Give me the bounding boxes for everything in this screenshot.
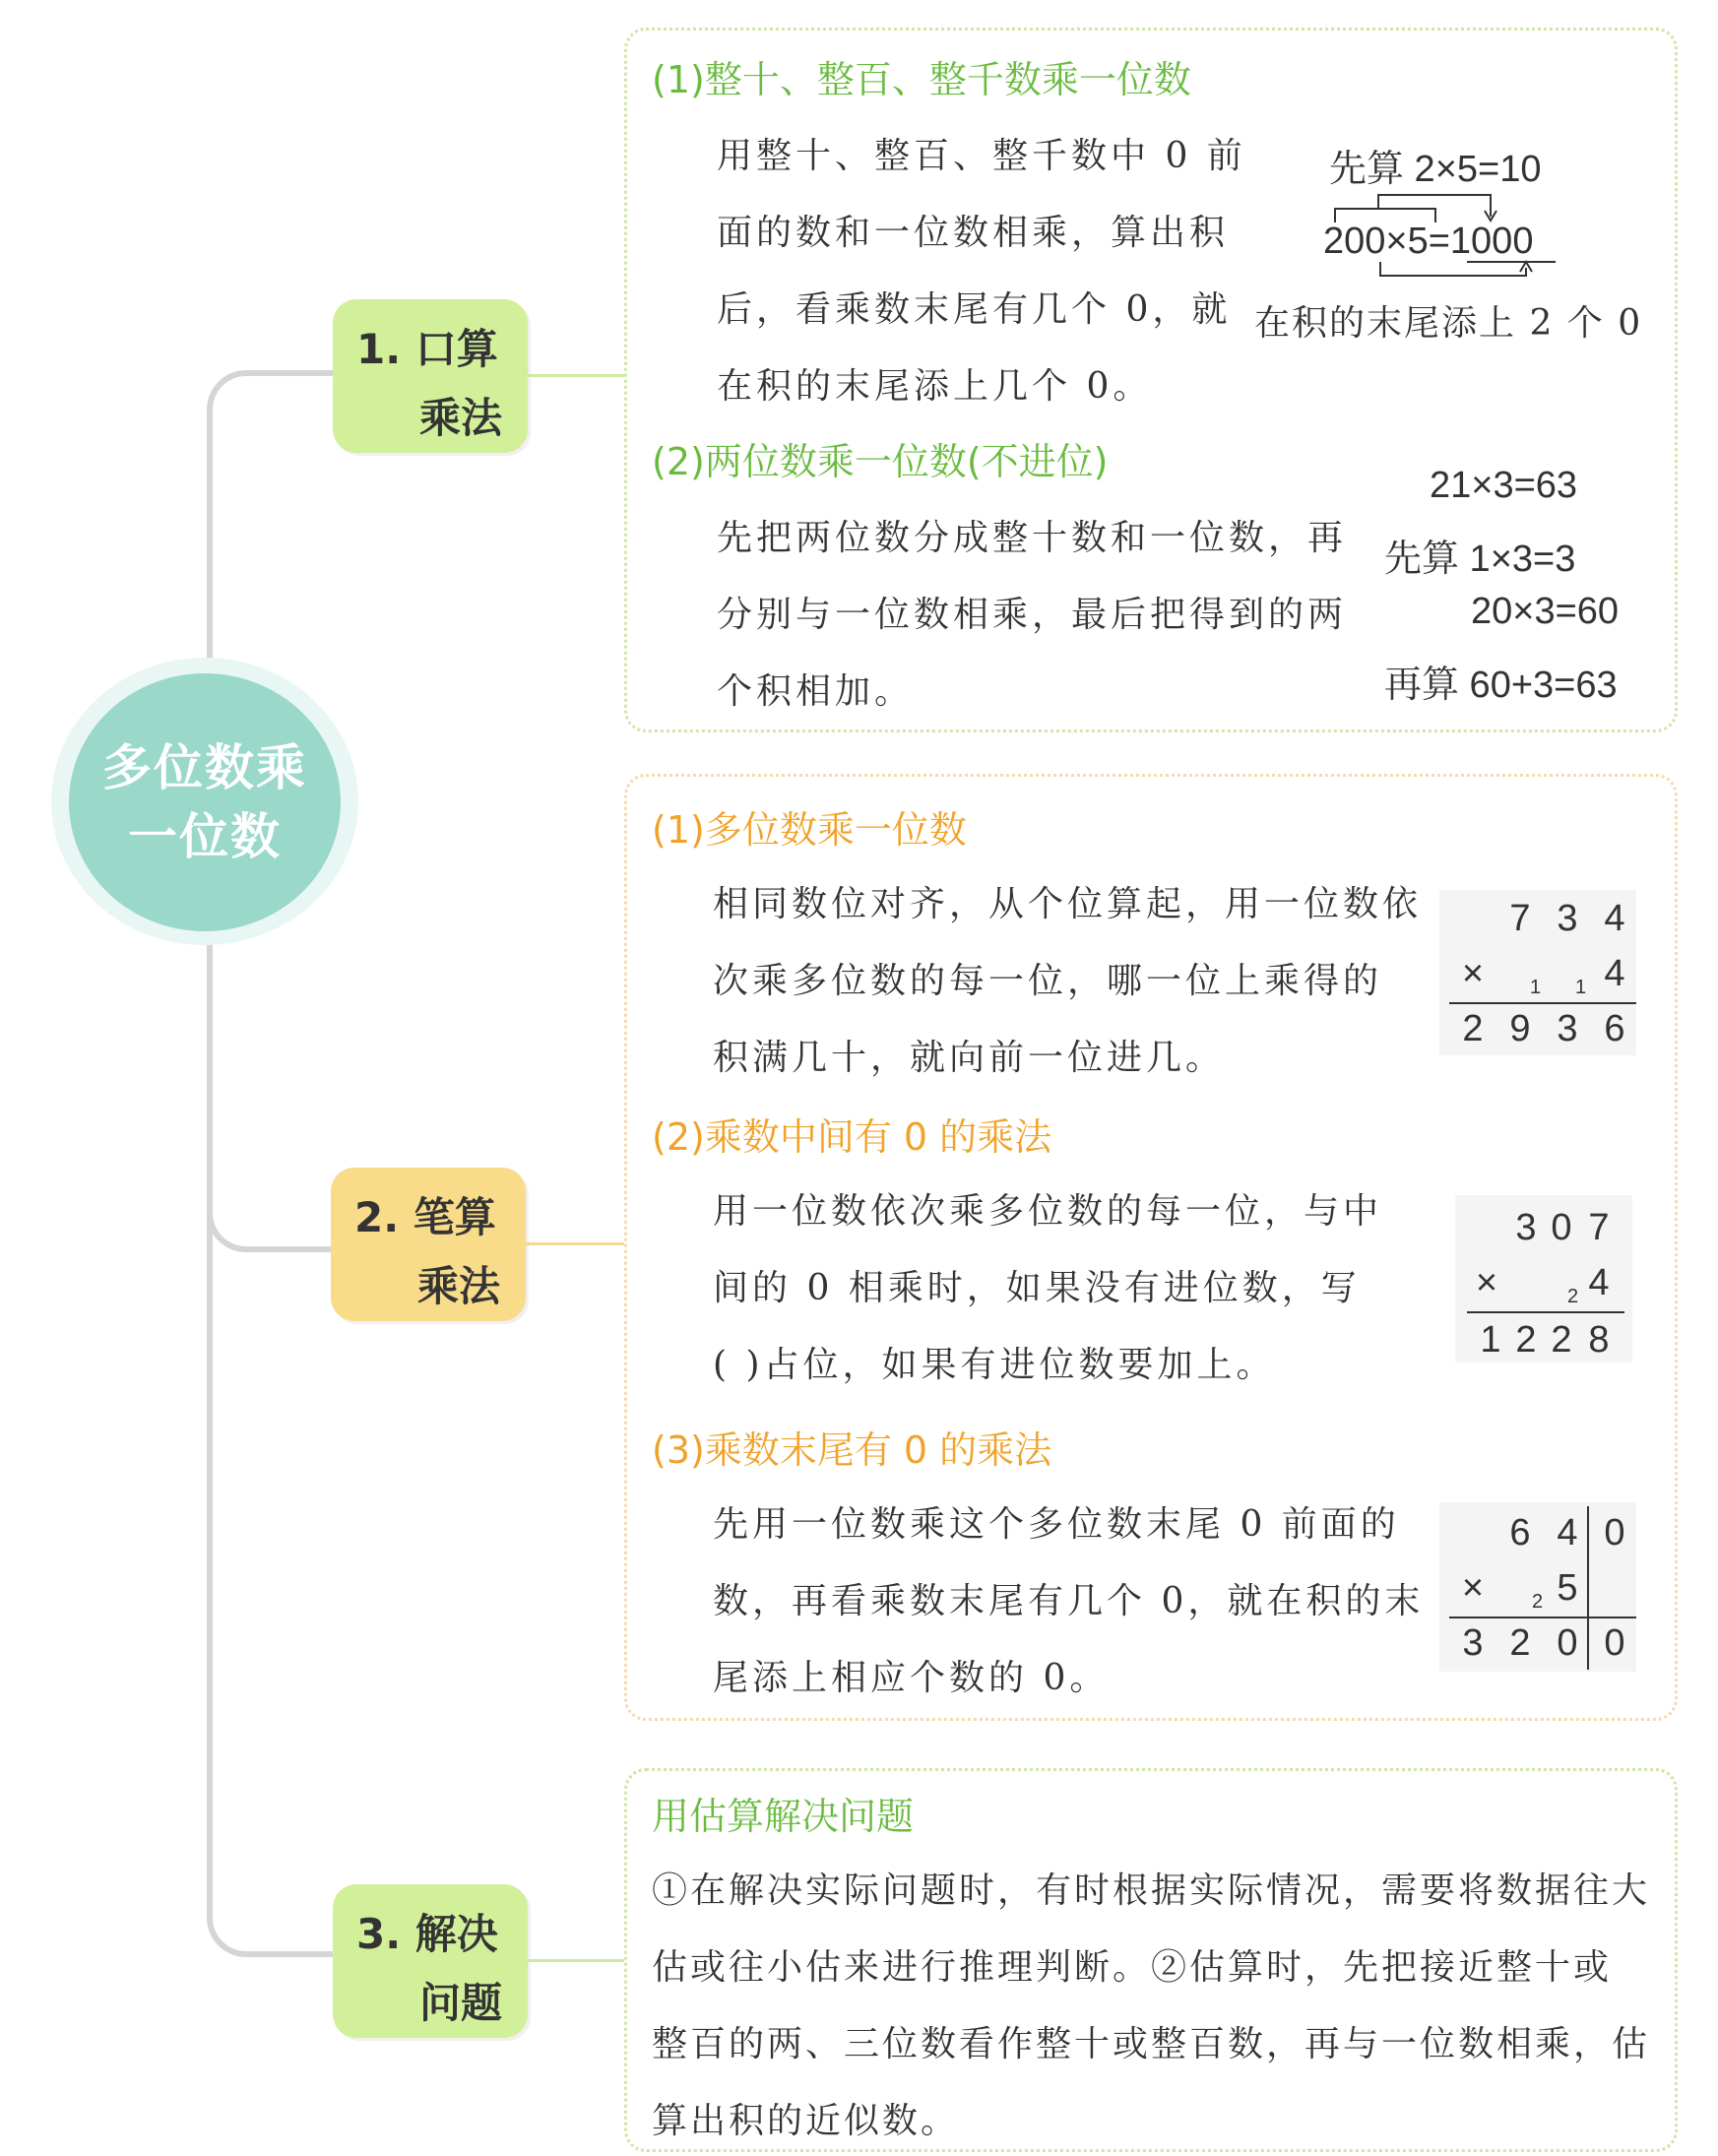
ws2-line3: ( )占位，如果有进位数要加上。 — [713, 1345, 1276, 1385]
sub2-example-4: 再算 60+3=63 — [1384, 665, 1618, 706]
calc2-result-1: 1 — [1480, 1319, 1501, 1361]
node2-connector — [526, 1242, 624, 1245]
ws1-line1: 相同数位对齐，从个位算起，用一位数依 — [713, 884, 1423, 924]
calc1-carry-1: 1 — [1530, 977, 1542, 998]
calc2-result-4: 8 — [1588, 1319, 1610, 1361]
node1-connector — [528, 374, 626, 377]
calc3-rule — [1449, 1617, 1636, 1618]
est-line3: 整百的两、三位数看作整十或整百数，再与一位数相乘，估 — [652, 2024, 1651, 2064]
sub2-line2: 分别与一位数相乘，最后把得到的两 — [717, 595, 1348, 635]
sub1-example-top: 先算 2×5=10 — [1329, 149, 1542, 190]
calc2-top-digit-3: 7 — [1588, 1207, 1610, 1248]
sub1-example-bottom: 在积的末尾添上 2 个 0 — [1254, 303, 1643, 344]
calc3-result-2: 2 — [1509, 1622, 1531, 1664]
node1-label-1: 1. 口算 — [356, 325, 498, 373]
calc3-top-digit-2: 4 — [1557, 1512, 1578, 1554]
calc1-carry-2: 1 — [1575, 977, 1587, 998]
calc1-top-digit-2: 3 — [1557, 898, 1578, 939]
node3-label-2: 问题 — [419, 1979, 503, 2027]
ws3-line2: 数，再看乘数末尾有几个 0，就在积的末 — [713, 1581, 1425, 1621]
ws1-line2: 次乘多位数的每一位，哪一位上乘得的 — [713, 961, 1383, 1001]
calc2-carry: 2 — [1567, 1286, 1579, 1307]
calc3-zero-divider — [1587, 1506, 1589, 1670]
sub2-example-2: 先算 1×3=3 — [1384, 539, 1576, 580]
calc2-multiplier: 4 — [1588, 1262, 1610, 1303]
calc2-result-2: 2 — [1515, 1319, 1537, 1361]
calc3-result-3: 0 — [1557, 1622, 1578, 1664]
calc2-top-digit-1: 3 — [1515, 1207, 1537, 1248]
calc1-multiplier: 4 — [1604, 953, 1625, 994]
trunk-to-node3 — [207, 943, 341, 1957]
ws2-line2: 间的 0 相乘时，如果没有进位数，写 — [713, 1268, 1361, 1308]
node2-label-2: 乘法 — [417, 1262, 501, 1310]
calc1-result-1: 2 — [1462, 1008, 1484, 1049]
calc2-top-digit-2: 0 — [1551, 1207, 1572, 1248]
calc3-carry: 2 — [1532, 1591, 1544, 1613]
calc1-top-digit-3: 4 — [1604, 898, 1625, 939]
calc3-multiplier: 5 — [1557, 1567, 1578, 1609]
sub2-line1: 先把两位数分成整十数和一位数，再 — [717, 518, 1348, 558]
calc2-result-3: 2 — [1551, 1319, 1572, 1361]
node-written-multiplication — [331, 1168, 526, 1321]
sub1-line1: 用整十、整百、整千数中 0 前 — [717, 136, 1246, 176]
ws1-title: (1)多位数乘一位数 — [652, 808, 967, 852]
ws1-line3: 积满几十，就向前一位进几。 — [713, 1038, 1226, 1078]
sub1-line2: 面的数和一位数相乘，算出积 — [717, 213, 1230, 253]
est-line2: 估或往小估来进行推理判断。②估算时，先把接近整十或 — [652, 1947, 1613, 1988]
sub1-example-expr: 200×5=1000 — [1323, 221, 1534, 262]
node2-label-1: 2. 笔算 — [354, 1193, 496, 1241]
calc3-top-digit-1: 6 — [1509, 1512, 1531, 1554]
sub2-line3: 个积相加。 — [717, 671, 915, 712]
calc2-times-sign: × — [1475, 1262, 1498, 1303]
root-node — [69, 673, 341, 931]
est-line4: 算出积的近似数。 — [652, 2101, 960, 2141]
ws3-line1: 先用一位数乘这个多位数末尾 0 前面的 — [713, 1504, 1400, 1545]
calc1-result-3: 3 — [1557, 1008, 1578, 1049]
node-mental-multiplication — [333, 299, 528, 453]
root-line1: 多位数乘 — [102, 739, 307, 796]
sub1-line4: 在积的末尾添上几个 0。 — [717, 366, 1153, 407]
calc3-top-digit-3: 0 — [1604, 1512, 1625, 1554]
sub1-title: (1)整十、整百、整千数乘一位数 — [652, 58, 1191, 101]
calc2-rule — [1467, 1311, 1624, 1313]
est-title: 用估算解决问题 — [652, 1795, 915, 1838]
ws2-title: (2)乘数中间有 0 的乘法 — [652, 1115, 1052, 1159]
sub2-example-1: 21×3=63 — [1430, 465, 1578, 506]
sub2-example-3: 20×3=60 — [1471, 591, 1620, 632]
node3-connector — [528, 1959, 626, 1962]
root-line2: 一位数 — [128, 808, 282, 865]
trunk-to-node1 — [207, 370, 341, 664]
calc1-rule — [1449, 1002, 1636, 1004]
sub1-line3: 后，看乘数末尾有几个 0，就 — [717, 289, 1232, 330]
est-line1: ①在解决实际问题时，有时根据实际情况，需要将数据往大 — [652, 1871, 1651, 1911]
calc3-times-sign: × — [1461, 1567, 1485, 1609]
ws2-line1: 用一位数依次乘多位数的每一位，与中 — [713, 1191, 1383, 1232]
calc1-top-digit-1: 7 — [1509, 898, 1531, 939]
sub2-title: (2)两位数乘一位数(不进位) — [652, 440, 1109, 483]
calc3-result-4: 0 — [1604, 1622, 1625, 1664]
calc1-result-4: 6 — [1604, 1008, 1625, 1049]
ws3-line3: 尾添上相应个数的 0。 — [713, 1658, 1110, 1698]
calc1-times-sign: × — [1461, 953, 1485, 994]
node-problem-solving — [333, 1884, 528, 2038]
ws3-title: (3)乘数末尾有 0 的乘法 — [652, 1428, 1052, 1472]
node1-label-2: 乘法 — [419, 394, 503, 442]
calc3-result-1: 3 — [1462, 1622, 1484, 1664]
calc1-result-2: 9 — [1509, 1008, 1531, 1049]
node3-label-1: 3. 解决 — [356, 1910, 498, 1958]
